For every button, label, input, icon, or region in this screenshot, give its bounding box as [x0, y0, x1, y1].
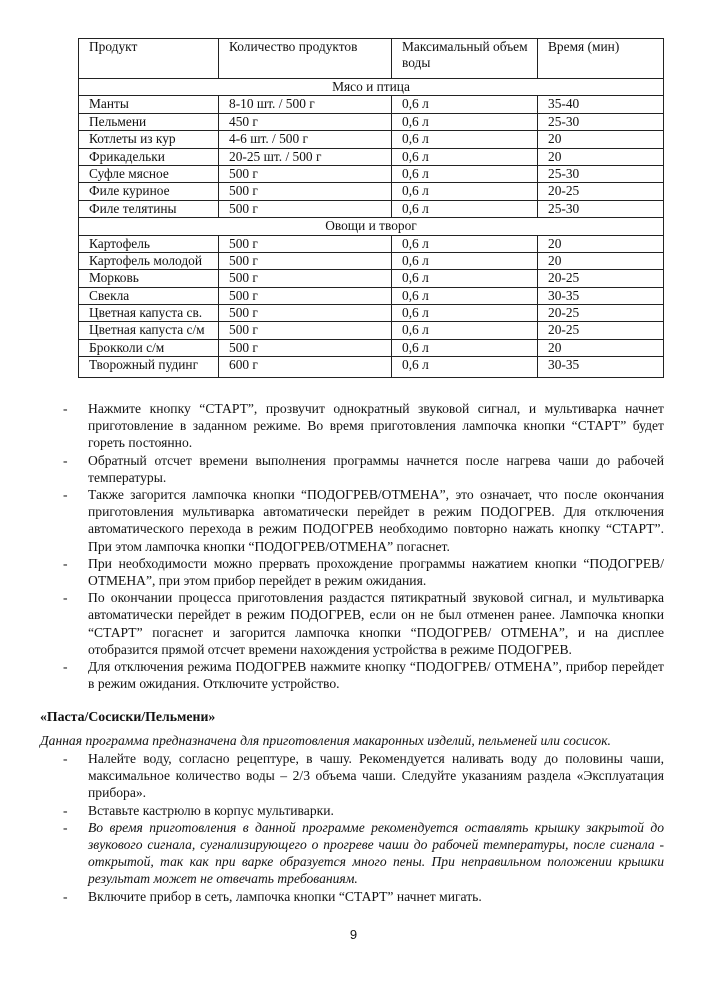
- table-cell: 8-10 шт. / 500 г: [219, 96, 392, 113]
- table-row: [79, 148, 664, 165]
- table-row: [79, 252, 664, 269]
- bullet-dash: -: [63, 452, 68, 468]
- pasta-instructions-list: [60, 750, 664, 905]
- table-row: [79, 200, 664, 217]
- column-header: Время (мин): [538, 39, 664, 79]
- list-item: [60, 819, 664, 888]
- table-cell: 0,6 л: [392, 339, 538, 356]
- table-cell: 500 г: [219, 252, 392, 269]
- table-cell: Творожный пудинг: [79, 357, 219, 378]
- table-cell: Пельмени: [79, 113, 219, 130]
- table-cell: 20: [538, 131, 664, 148]
- table-cell: 450 г: [219, 113, 392, 130]
- list-item: [60, 888, 664, 905]
- table-cell: Картофель: [79, 235, 219, 252]
- table-cell: 0,6 л: [392, 357, 538, 378]
- table-cell: 0,6 л: [392, 113, 538, 130]
- table-cell: 600 г: [219, 357, 392, 378]
- table-cell: Филе телятины: [79, 200, 219, 217]
- table-cell: 500 г: [219, 200, 392, 217]
- table-cell: 20-25: [538, 270, 664, 287]
- bullet-dash: -: [63, 819, 68, 835]
- list-item-text: Налейте воду, согласно рецептуре, в чашу. Рекомендуется наливать воду до половины чаши, максимальное количество воды – 2/3 объема чаши. Следуйте указаниям раздела «Эксплуатация прибора».: [88, 751, 664, 801]
- table-cell: 500 г: [219, 183, 392, 200]
- list-item: [60, 555, 664, 589]
- table-cell: 30-35: [538, 357, 664, 378]
- table-cell: 0,6 л: [392, 148, 538, 165]
- bullet-dash: -: [63, 555, 68, 571]
- table-cell: 0,6 л: [392, 96, 538, 113]
- table-cell: 0,6 л: [392, 235, 538, 252]
- table-cell: 500 г: [219, 165, 392, 182]
- table-row: [79, 305, 664, 322]
- table-cell: Картофель молодой: [79, 252, 219, 269]
- bullet-dash: -: [63, 659, 68, 675]
- table-cell: 20: [538, 339, 664, 356]
- table-row: [79, 339, 664, 356]
- list-item-text: По окончании процесса приготовления раздастся пятикратный звуковой сигнал, и мультиварка автоматически перейдет в режим ПОДОГРЕВ, если он не был отменен ранее. Лампочка кнопки “СТАРТ” погаснет и загорится лампочка кнопки “ПОДОГРЕВ/ ОТМЕНА”, и на дисплее отобразится прямой отсчет времени нахождения устройства в режиме ПОДОГРЕВ.: [88, 590, 664, 657]
- table-cell: 500 г: [219, 322, 392, 339]
- table-cell: 20: [538, 252, 664, 269]
- list-item-text: Включите прибор в сеть, лампочка кнопки “СТАРТ” начнет мигать.: [88, 888, 482, 904]
- table-cell: 0,6 л: [392, 270, 538, 287]
- list-item-text: При необходимости можно прервать прохождение программы нажатием кнопки “ПОДОГРЕВ/ ОТМЕНА”, при этом прибор перейдет в режим ожидания.: [88, 555, 664, 589]
- table-cell: 500 г: [219, 287, 392, 304]
- table-cell: 0,6 л: [392, 183, 538, 200]
- table-cell: Суфле мясное: [79, 165, 219, 182]
- bullet-dash: -: [63, 888, 68, 904]
- table-cell: 35-40: [538, 96, 664, 113]
- table-cell: 500 г: [219, 270, 392, 287]
- table-row: [79, 113, 664, 130]
- page-number: 9: [349, 927, 358, 942]
- bullet-dash: -: [63, 590, 68, 606]
- section-title: Мясо и птица: [79, 79, 664, 96]
- cooking-table: [78, 38, 664, 378]
- list-item-text: Обратный отсчет времени выполнения программы начнется после нагрева чаши до рабочей температуры.: [88, 452, 664, 485]
- table-cell: 20: [538, 148, 664, 165]
- list-item: [60, 802, 664, 819]
- section-intro: Данная программа предназначена для приготовления макаронных изделий, пельменей или сосисок.: [40, 733, 611, 748]
- table-cell: 25-30: [538, 165, 664, 182]
- column-header: Количество продуктов: [219, 39, 392, 79]
- table-cell: Котлеты из кур: [79, 131, 219, 148]
- list-item: [60, 486, 664, 555]
- list-item: [60, 452, 664, 486]
- table-section-row: [79, 218, 664, 235]
- instructions-list: [60, 400, 664, 692]
- table-cell: 20: [538, 235, 664, 252]
- table-cell: 25-30: [538, 113, 664, 130]
- bullet-dash: -: [63, 401, 68, 416]
- table-row: [79, 96, 664, 113]
- table-cell: 4-6 шт. / 500 г: [219, 131, 392, 148]
- table-row: [79, 322, 664, 339]
- table-row: [79, 165, 664, 182]
- table-cell: Брокколи с/м: [79, 339, 219, 356]
- table-cell: Фрикадельки: [79, 148, 219, 165]
- table-row: [79, 235, 664, 252]
- table-cell: 30-35: [538, 287, 664, 304]
- table-cell: 0,6 л: [392, 305, 538, 322]
- list-item-text: Для отключения режима ПОДОГРЕВ нажмите кнопку “ПОДОГРЕВ/ ОТМЕНА”, прибор перейдет в режим ожидания. Отключите устройство.: [88, 659, 664, 692]
- table-cell: 500 г: [219, 235, 392, 252]
- list-item-text: Нажмите кнопку “СТАРТ”, прозвучит однократный звуковой сигнал, и мультиварка начнет приготовление в заданном режиме. Во время приготовления лампочка кнопки “СТАРТ” будет гореть постоянно.: [88, 401, 664, 451]
- list-item: [60, 658, 664, 692]
- bullet-dash: -: [63, 802, 68, 818]
- table-row: [79, 183, 664, 200]
- table-cell: 20-25: [538, 183, 664, 200]
- list-item-text: Во время приготовления в данной программе рекомендуется оставлять крышку закрытой до звукового сигнала, сугнализирующего о прогреве чаши до рабочей температуры, после сигнала - открытой, так как при варке образуется много пены. При неправильном положении крышки результат может не отвечать требованиям.: [88, 819, 664, 887]
- table-cell: Манты: [79, 96, 219, 113]
- table-cell: 0,6 л: [392, 322, 538, 339]
- column-header: Максимальный объем воды: [392, 39, 538, 79]
- table-cell: Цветная капуста с/м: [79, 322, 219, 339]
- section-heading: «Паста/Сосиски/Пельмени»: [40, 709, 216, 724]
- table-cell: 0,6 л: [392, 200, 538, 217]
- table-cell: 20-25: [538, 322, 664, 339]
- table-header-row: [79, 39, 664, 79]
- list-item-text: Также загорится лампочка кнопки “ПОДОГРЕВ/ОТМЕНА”, это означает, что после окончания приготовления мультиварка автоматически перейдет в режим ПОДОГРЕВ. Для отключения автоматического перехода в режим ПОДОГРЕВ необходимо повторно нажать кнопку “СТАРТ”. При этом лампочка кнопки “ПОДОГРЕВ/ОТМЕНА” погаснет.: [88, 487, 664, 554]
- table-cell: 500 г: [219, 339, 392, 356]
- table-section-row: [79, 79, 664, 96]
- table-cell: 500 г: [219, 305, 392, 322]
- table-cell: 0,6 л: [392, 287, 538, 304]
- table-cell: 0,6 л: [392, 252, 538, 269]
- bullet-dash: -: [63, 487, 68, 503]
- table-row: [79, 287, 664, 304]
- table-cell: Морковь: [79, 270, 219, 287]
- table-cell: Филе куриное: [79, 183, 219, 200]
- list-item: [60, 400, 664, 452]
- bullet-dash: -: [63, 751, 68, 766]
- table-cell: 20-25 шт. / 500 г: [219, 148, 392, 165]
- table-row: [79, 270, 664, 287]
- table-cell: 0,6 л: [392, 131, 538, 148]
- table-cell: 25-30: [538, 200, 664, 217]
- list-item-text: Вставьте кастрюлю в корпус мультиварки.: [88, 802, 334, 818]
- table-cell: 0,6 л: [392, 165, 538, 182]
- table-row: [79, 357, 664, 378]
- table-cell: Свекла: [79, 287, 219, 304]
- table-cell: 20-25: [538, 305, 664, 322]
- section-title: Овощи и творог: [79, 218, 664, 235]
- list-item: [60, 750, 664, 802]
- table-cell: Цветная капуста св.: [79, 305, 219, 322]
- table-row: [79, 131, 664, 148]
- list-item: [60, 589, 664, 658]
- column-header: Продукт: [79, 39, 219, 79]
